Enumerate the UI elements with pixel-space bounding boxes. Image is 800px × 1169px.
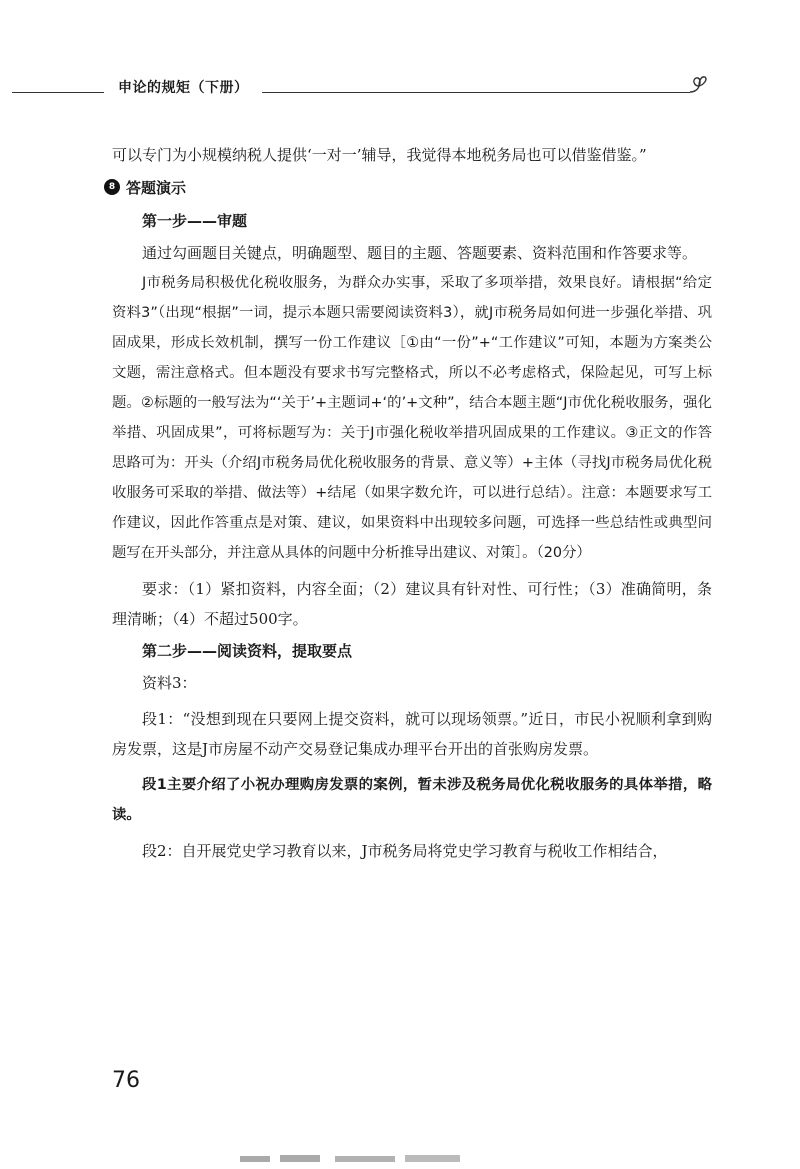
section-heading [104,170,712,204]
segment-1-paragraph: 段1：“没想到现在只要网上提交资料，就可以现场领票。”近日，市民小祝顺利拿到购房发票，这是J市房屋不动产交易登记集成办理平台开出的首张购房发票。 [112,710,712,758]
step1-paragraph-1: 通过勾画题目关键点，明确题型、题目的主题、答题要素、资料范围和作答要求等。 [142,244,698,262]
page-header [0,72,800,102]
section-badge-icon: 8 [104,179,120,195]
header-rule-right [262,92,690,93]
page-content [108,140,712,866]
footer-scan-smudge [240,1150,470,1164]
header-rule-left [12,92,104,93]
material-label: 资料3： [142,674,197,692]
page-number: 76 [112,1068,140,1093]
segment-2-paragraph: 段2：自开展党史学习教育以来，J市税务局将党史学习教育与税收工作相结合， [142,842,668,860]
section-title: 答题演示 [126,178,187,197]
header-title: 申论的规矩（下册） [118,80,249,96]
intro-paragraph: 可以专门为小规模纳税人提供‘一对一’辅导，我觉得本地税务局也可以借鉴借鉴。” [112,146,647,164]
step1-title: 第一步——审题 [142,212,248,230]
step2-title: 第二步——阅读资料，提取要点 [142,642,353,660]
segment-1-note: 段1主要介绍了小祝办理购房发票的案例，暂未涉及税务局优化税收服务的具体举措，略读。 [112,777,712,823]
step1-requirements: 要求：（1）紧扣资料，内容全面；（2）建议具有针对性、可行性；（3）准确简明，条理清晰；（4）不超过500字。 [112,580,712,628]
sprout-ornament-icon [684,74,714,98]
step1-paragraph-2: J市税务局积极优化税收服务，为群众办实事，采取了多项举措，效果良好。请根据“给定资料3”（出现“根据”一词，提示本题只需要阅读资料3），就J市税务局如何进一步强化举措、巩固成果，形成长效机制，撰写一份工作建议［①由“一份”+“工作建议”可知，本题为方案类公文题，需注意格式。但本题没有要求书写完整格式，所以不必考虑格式，保险起见，可写上标题。②标题的一般写法为“‘关于’+主题词+‘的’+文种”，结合本题主题“J市优化税收服务，强化举措、巩固成果”，可将标题写为：关于J市强化税收举措巩固成果的工作建议。③正文的作答思路可为：开头（介绍J市税务局优化税收服务的背景、意义等）+主体（寻找J市税务局优化税收服务可采取的举措、做法等）+结尾（如果字数允许，可以进行总结）。注意：本题要求写工作建议，因此作答重点是对策、建议，如果资料中出现较多问题，可选择一些总结性或典型问题写在开头部分，并注意从具体的问题中分析推导出建议、对策］。（20分） [112,275,712,561]
